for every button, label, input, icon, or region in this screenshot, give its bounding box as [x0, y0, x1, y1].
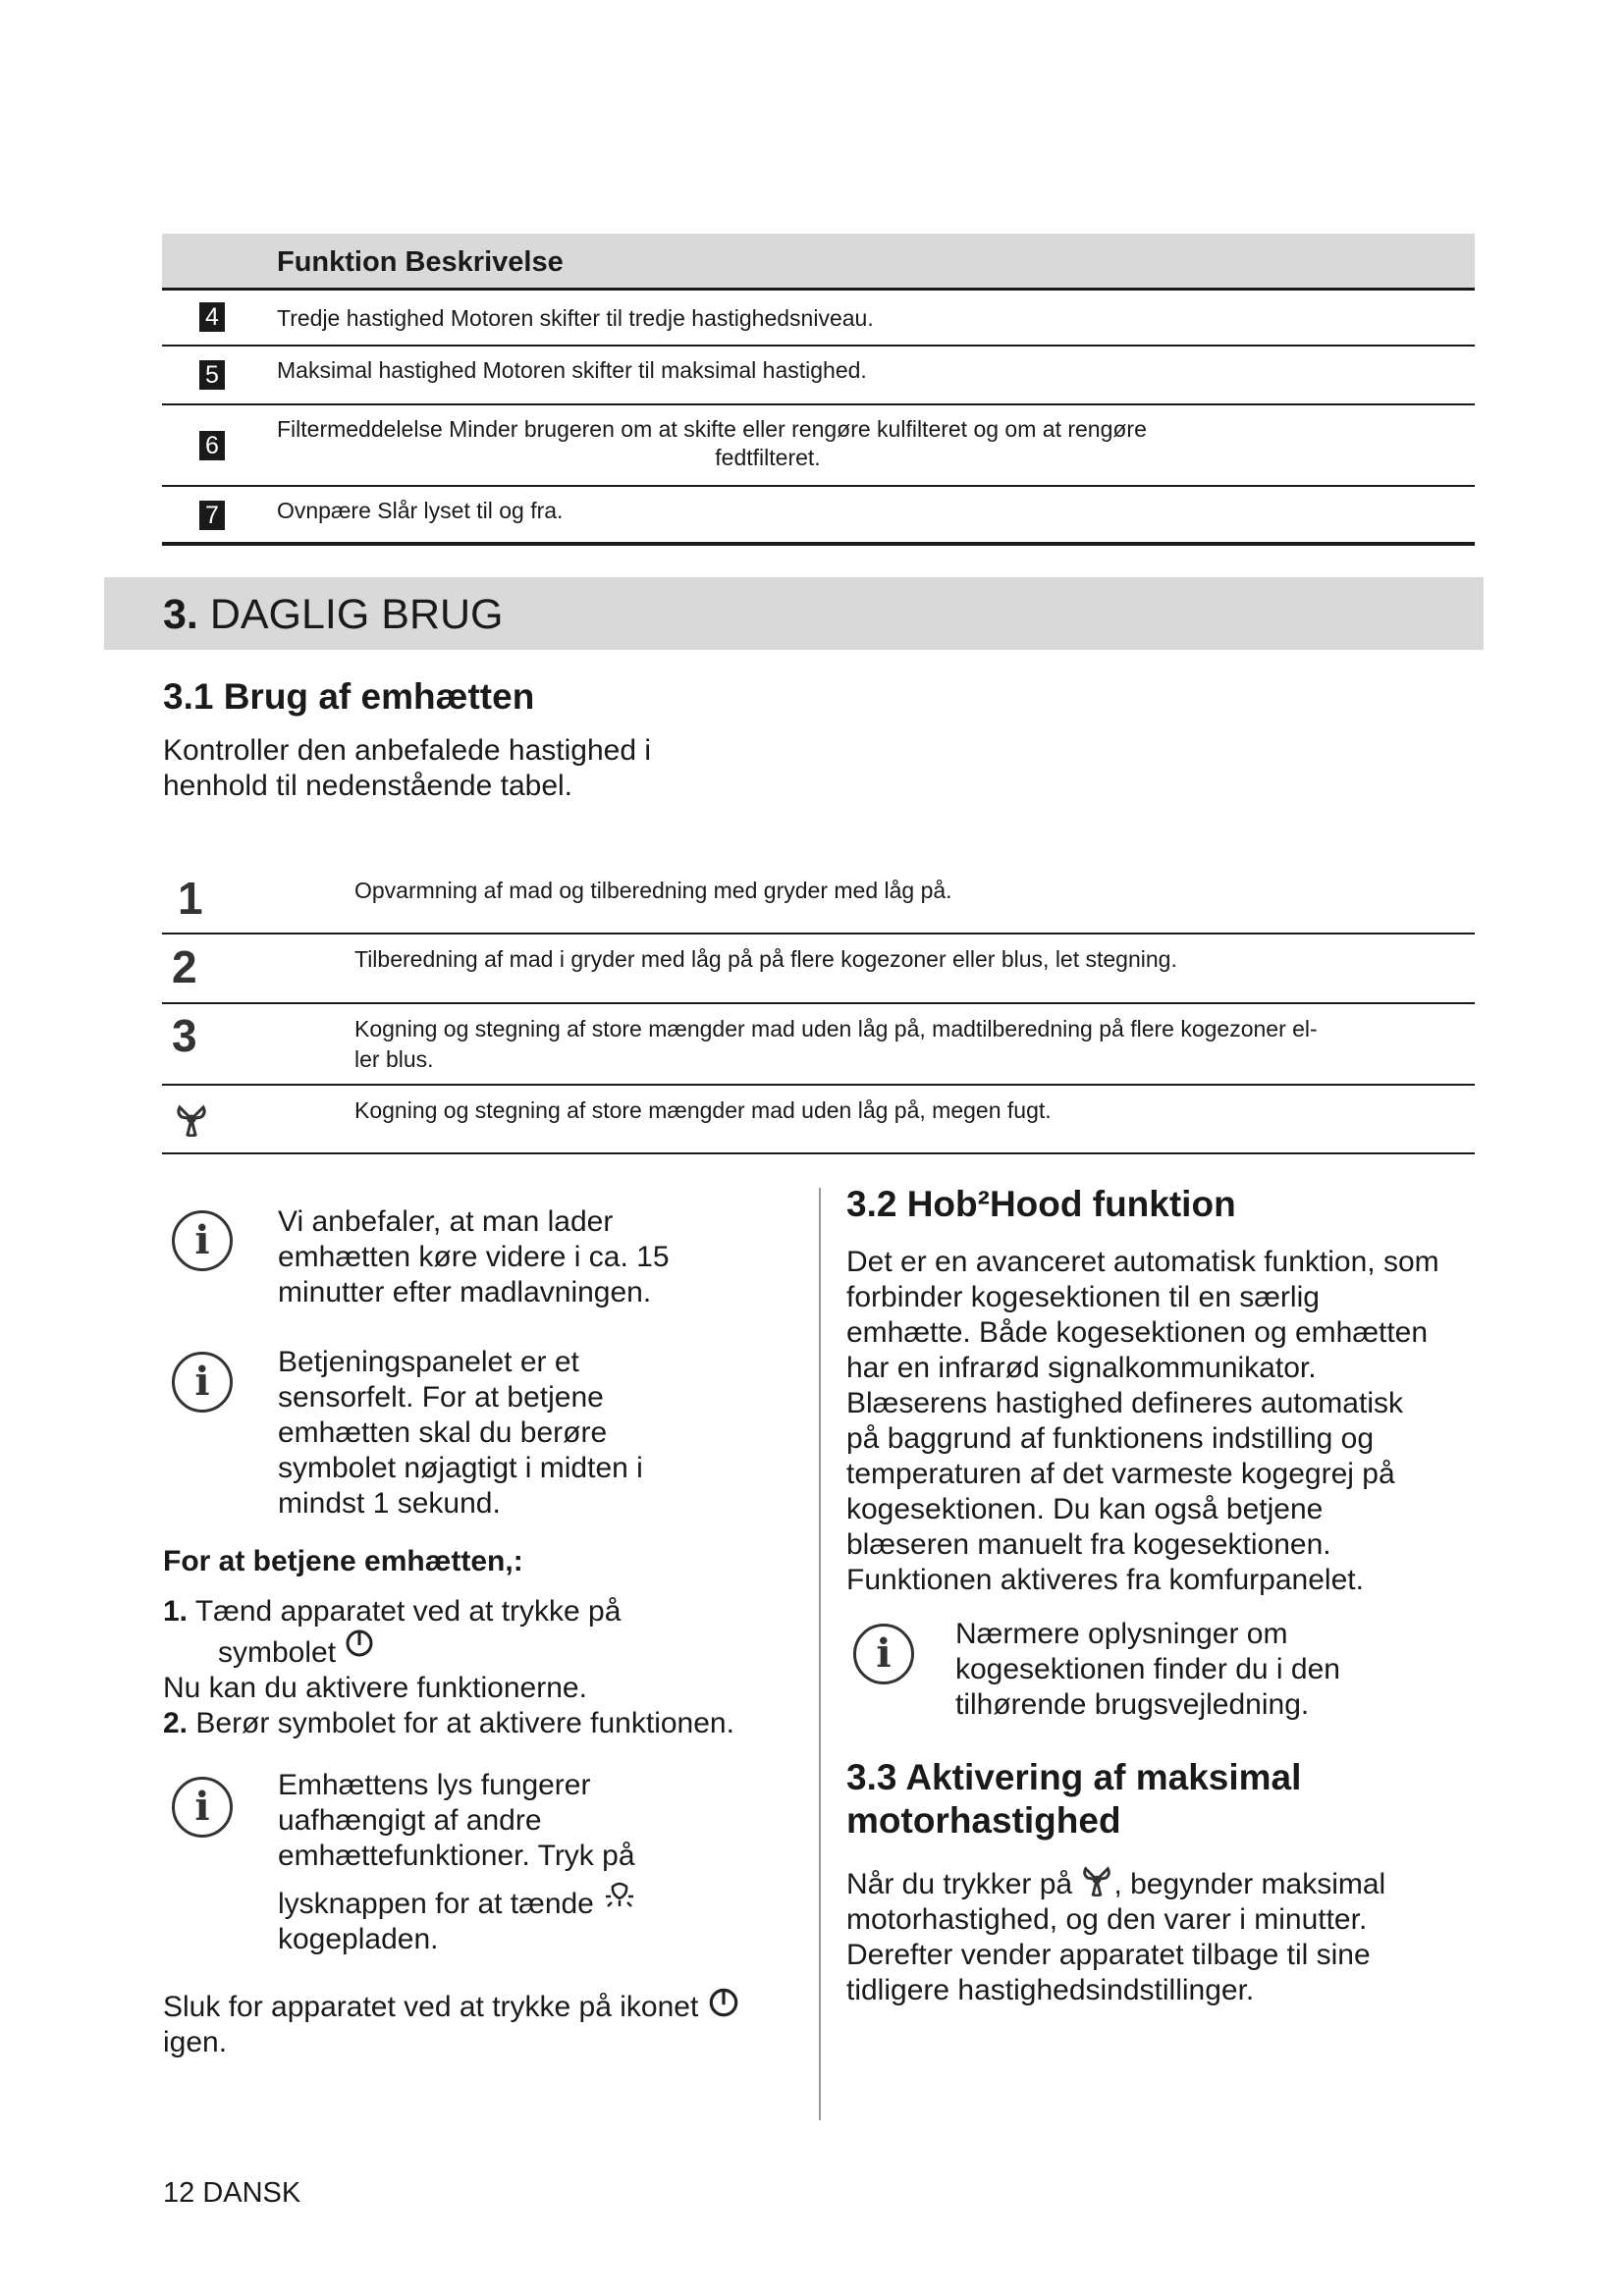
body-line: har en infrarød signalkommunikator.: [846, 1352, 1317, 1384]
function-number-badge: 4: [199, 302, 225, 332]
step-1-symbol-line: [163, 1635, 734, 1671]
function-table: [162, 234, 1475, 546]
body-line: blæseren manuelt fra kogesektionen.: [846, 1528, 1331, 1561]
body-text: , begynder maksimal: [1113, 1868, 1386, 1900]
step-text: Tænd apparatet ved at trykke på: [194, 1595, 622, 1628]
note-line: Nærmere oplysninger om: [955, 1618, 1288, 1650]
body-line: forbinder kogesektionen til en særlig: [846, 1281, 1320, 1313]
intro-line: Kontroller den anbefalede hastighed i: [163, 734, 652, 767]
body-line: Derefter vender apparatet tilbage til sine: [846, 1939, 1371, 1971]
page-footer: 12 DANSK: [163, 2177, 301, 2209]
table-row: [162, 864, 1475, 934]
speed-description: [354, 1014, 1464, 1075]
note-line: emhættefunktioner. Tryk på: [278, 1840, 635, 1872]
operate-heading: For at betjene emhætten,:: [163, 1545, 523, 1577]
step-text: Berør symbolet for at aktivere funktionen.: [195, 1707, 734, 1739]
switch-off-line: Sluk for apparatet ved at trykke på ikonet: [163, 1991, 699, 2023]
intro-line: henhold til nedenstående tabel.: [163, 770, 573, 802]
note-line: uafhængigt af andre: [278, 1804, 542, 1837]
function-number-badge: 5: [199, 360, 225, 390]
info-note-2: [278, 1345, 643, 1522]
section-3-2-body: [846, 1245, 1439, 1598]
info-icon: i: [853, 1624, 914, 1684]
title-line: motorhastighed: [846, 1800, 1121, 1841]
table-row: [162, 291, 1475, 347]
note-line: emhætten køre videre i ca. 15: [278, 1241, 670, 1273]
note-line: emhætten skal du berøre: [278, 1416, 608, 1449]
note-line: tilhørende brugsvejledning.: [955, 1688, 1310, 1721]
body-text: Når du trykker på: [846, 1868, 1073, 1900]
step-1: [163, 1594, 734, 1629]
speed-description-line: Kogning og stegning af store mængder mad uden låg på, madtilberedning på flere kogezoner el-: [354, 1016, 1318, 1041]
step-2: [163, 1706, 734, 1741]
table-row: [162, 1004, 1475, 1086]
section-3-2-title: 3.2 Hob²Hood funktion: [846, 1184, 1236, 1224]
step-text: symbolet: [218, 1636, 337, 1669]
chapter-heading: [104, 577, 1484, 650]
info-note-4: [955, 1617, 1340, 1723]
note-line: sensorfelt. For at betjene: [278, 1381, 604, 1414]
function-description-cont: fedtfilteret.: [715, 445, 821, 470]
speed-table: [162, 864, 1475, 1154]
chapter-number: 3.: [163, 591, 198, 638]
function-description: Maksimal hastighed Motoren skifter til maksimal hastighed.: [277, 357, 867, 383]
table-row: [162, 487, 1475, 546]
info-note-3: [278, 1768, 637, 1957]
step-number: 1.: [163, 1595, 189, 1628]
body-line: på baggrund af funktionens indstilling og: [846, 1422, 1375, 1455]
body-line-with-icon: [846, 1867, 1385, 1902]
function-description: Tredje hastighed Motoren skifter til tredje hastighedsniveau.: [277, 305, 874, 331]
boost-fan-icon: [1080, 1861, 1113, 1896]
table-row: [162, 1086, 1475, 1154]
body-line: Funktionen aktiveres fra komfurpanelet.: [846, 1564, 1364, 1596]
function-table-header-label: Funktion Beskrivelse: [277, 246, 564, 278]
function-description: Filtermeddelelse Minder brugeren om at skifte eller rengøre kulfilteret og om at rengøre: [277, 416, 1147, 442]
note-line: Vi anbefaler, at man lader: [278, 1205, 614, 1238]
chapter-title: DAGLIG BRUG: [209, 591, 504, 638]
body-line: Det er en avanceret automatisk funktion, som: [846, 1246, 1439, 1278]
function-number-badge: 7: [199, 501, 225, 530]
operate-steps: [163, 1594, 734, 1741]
note-line: mindst 1 sekund.: [278, 1487, 501, 1520]
speed-level: 1: [178, 873, 203, 924]
power-icon: [707, 1984, 740, 2019]
boost-fan-icon: [174, 1099, 209, 1137]
note-line: kogesektionen finder du i den: [955, 1653, 1340, 1685]
note-line: Betjeningspanelet er et: [278, 1346, 579, 1378]
speed-level: 3: [172, 1010, 197, 1061]
column-divider: [819, 1188, 821, 2120]
info-icon: i: [172, 1777, 233, 1838]
body-line: tidligere hastighedsindstillinger.: [846, 1974, 1255, 2006]
switch-off-text: [163, 1990, 740, 2060]
title-line: 3.3 Aktivering af maksimal: [846, 1757, 1302, 1797]
note-line: symbolet nøjagtigt i midten i: [278, 1452, 643, 1484]
info-note-1: [278, 1204, 670, 1310]
section-3-3-body: [846, 1867, 1385, 2008]
speed-description: Tilberedning af mad i gryder med låg på på flere kogezoner eller blus, let stegning.: [354, 946, 1177, 972]
step-number: 2.: [163, 1707, 189, 1739]
body-line: motorhastighed, og den varer i minutter.: [846, 1903, 1368, 1936]
body-line: temperaturen af det varmeste kogegrej på: [846, 1458, 1395, 1490]
section-3-1-intro: [163, 733, 651, 804]
light-bulb-icon: [602, 1879, 637, 1914]
speed-description-line: ler blus.: [354, 1046, 434, 1072]
table-row: [162, 405, 1475, 487]
section-3-3-title: [846, 1756, 1301, 1842]
note-line: Emhættens lys fungerer: [278, 1769, 591, 1801]
step-text: Nu kan du aktivere funktionerne.: [163, 1672, 587, 1704]
note-line: kogepladen.: [278, 1923, 439, 1955]
power-icon: [344, 1626, 375, 1659]
info-icon: i: [172, 1352, 233, 1413]
function-number-badge: 6: [199, 431, 225, 460]
function-description: Ovnpære Slår lyset til og fra.: [277, 498, 564, 523]
note-line: lysknappen for at tænde: [278, 1888, 594, 1920]
body-line: kogesektionen. Du kan også betjene: [846, 1493, 1324, 1525]
speed-level: 2: [172, 941, 197, 992]
speed-description: Kogning og stegning af store mængder mad uden låg på, megen fugt.: [354, 1097, 1052, 1123]
body-line: emhætte. Både kogesektionen og emhætten: [846, 1316, 1429, 1349]
table-row: [162, 934, 1475, 1004]
note-line: minutter efter madlavningen.: [278, 1276, 652, 1308]
switch-off-line: igen.: [163, 2026, 228, 2058]
info-icon: i: [172, 1210, 233, 1271]
note-line-with-icon: [278, 1887, 637, 1922]
function-table-header: [162, 234, 1475, 291]
speed-description: Opvarmning af mad og tilberedning med gryder med låg på.: [354, 878, 952, 903]
body-line: Blæserens hastighed defineres automatisk: [846, 1387, 1403, 1419]
table-row: [162, 347, 1475, 405]
section-3-1-title: 3.1 Brug af emhætten: [163, 676, 535, 717]
